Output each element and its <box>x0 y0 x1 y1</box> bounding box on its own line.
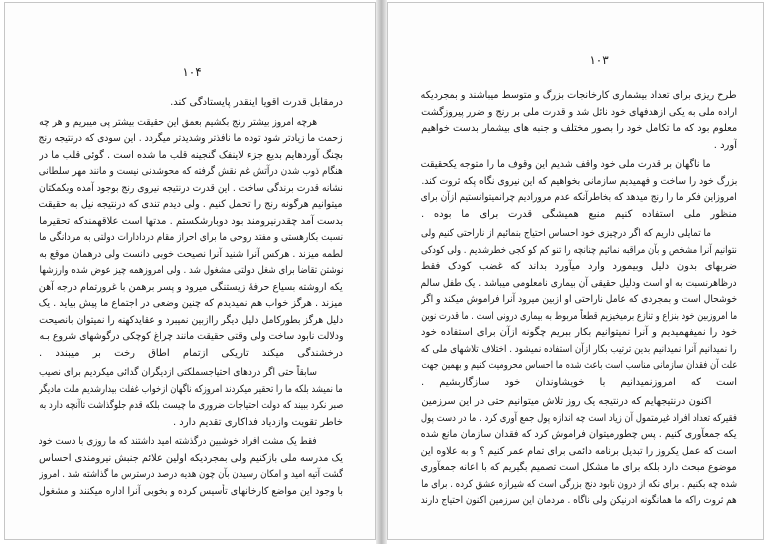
line-text: سابقاً حتی اگر دردهای احتیاجسملکتی ازدیگران گدائی میکردیم برای نصیب <box>39 367 317 378</box>
text-line <box>39 263 343 280</box>
text-line <box>39 365 343 382</box>
line-text: بچنگ آوردهایم بدیع جزء لاینفک گنجینه قلب ما شده است . گوئی قلب ما در <box>39 149 343 161</box>
line-text: را نمیدانیم آنرا نمیدانیم بدین ترتیب بکار ازآن استفاده نمیشود . اختلاف تلاشهای ملی که <box>421 343 737 355</box>
line-text: شده چه بکنیم . برای نکه از درون نابود دنج بزرگی است که شیرازه عشق کرده . برای ما <box>421 478 737 490</box>
line-text: علت آن فقدان سازمانی مناسب است باعث شده ما احساس محرومیت کنیم و بهمین جهت <box>421 360 737 371</box>
line-text: فقیرکه تعداد افراد غیرمتمول آن زیاد است چه اندازه پول جمع آوری کرد . ما در دست پول <box>421 412 737 424</box>
text-line <box>39 230 343 247</box>
text-line <box>39 280 343 297</box>
text-line <box>421 292 737 309</box>
text-line <box>421 259 737 276</box>
text-line <box>421 138 737 155</box>
text-line <box>421 243 737 260</box>
text-line <box>421 325 737 342</box>
line-text: درخشندگی میکند تاریکی ازتمام اطاق رخت بر میبندد . <box>39 347 343 359</box>
text-line <box>421 411 737 428</box>
line-text: نسبت بکارهستی و مفتد روحی ما برای احراز مقام دردادارات دولتی به مردانگی ما <box>39 232 343 243</box>
text-line <box>39 131 343 148</box>
line-text: است که امروزنمیدانیم با خویشاوندان خود سازگاربشیم . <box>421 376 737 388</box>
paragraph <box>421 88 737 154</box>
line-text: ما امروزبین خود بنزاع و تنازع برمیخیزیم قطعاً مربوط به بیماری درونی است . ما قدرت نوین <box>421 310 737 322</box>
text-line <box>39 181 343 198</box>
text-line <box>421 358 737 375</box>
text-line <box>39 415 343 432</box>
text-line <box>421 276 737 293</box>
line-text: ضربهای بدون دلیل وبیمورد وارد میآورد بداند که غضب کودک فقط <box>421 261 737 272</box>
text-line <box>421 105 737 122</box>
line-text: آورد . <box>713 139 737 151</box>
line-text: میزند . هرگز خواب هم نمیدیدم که چنین وضعی در اجتماع ما پیش بیاید . یک <box>39 298 343 309</box>
text-line <box>39 164 343 181</box>
line-text: درمقابل قدرت اقویا اینقدر پایستادگی کند. <box>170 97 343 108</box>
text-line <box>39 484 343 501</box>
book-spine <box>376 0 387 544</box>
line-text: ما ناگهان بر قدرت ملی خود واقف شدیم این وقوف ما را متوجه یکحقیقت <box>421 159 711 170</box>
paragraph <box>421 394 737 510</box>
line-text: موضوع مبحث دارد بلکه برای ما مشکل است تصمیم بگیریم که با اعانه جمعآوری <box>421 462 737 473</box>
text-line <box>421 88 737 105</box>
line-text: خوشحال است و بمجردی که عامل ناراحتی او ازبین میرود آنرا فراموش میکند و اگر <box>421 294 737 305</box>
line-text: منظور ملی استفاده کنیم منبع همیشگی قدرت برای ما بوده . <box>421 208 737 220</box>
line-text: اکنون درنتیجهایم که درنتیجه یک روز تلاش میتوانیم حتی در این سرزمین <box>421 396 711 407</box>
line-text: لطمه میزند . هرکس آنرا شنید آنرا نصیحت خوبی دانست ولی درهمان موقع به <box>39 248 343 260</box>
text-line <box>39 434 343 451</box>
text-line <box>39 313 343 330</box>
text-line <box>421 477 737 494</box>
page-number: ۱۰۳ <box>589 53 609 67</box>
text-line <box>39 214 343 231</box>
text-line <box>39 247 343 264</box>
line-text: معلوم بود که ما تکامل خود را بصور مختلف و جنبه های بیشمار بدست خواهیم <box>421 123 737 134</box>
text-line <box>39 115 343 132</box>
line-text: دلیل هرگز بطورکامل دلیل دیگر راازبین نمیبرد و عقایدکهنه را نمیتوان بانصیحت <box>39 314 343 326</box>
line-text: یکه اروشته بسیاع حرفهٔ زیستنگی میرود و پسر برهمن با غرورتمام درجه آهن <box>39 281 343 293</box>
paragraph <box>39 95 343 112</box>
line-text: ما نمیشد بلکه ما را تحقیر میکردند امروزکه ناگهان ازخواب غفلت بیدارشدیم ملت مادیگر <box>39 383 343 395</box>
line-text: امروزاین فکر ما را رنج میدهد که بخاطرآنکه عدم مرورادیم چرانمیتوانستیم ازآن برای <box>421 192 737 203</box>
paragraph <box>39 115 343 363</box>
left-page <box>4 2 376 540</box>
text-line <box>421 207 737 224</box>
line-text: زحمت ما زیادتر شود توده ما نافذتر وشدیدتر میگردد . این سودی که درنتیجه رنج <box>39 133 343 144</box>
line-text: با وجود این مواضع کارخانهای تأسیس کرده و بخوبی آنرا اداره میکنند و مشغول <box>39 485 343 497</box>
line-text: بزرگ خود را ساخت و فهمیدیم سازمانی بخواهیم که این نیروی نگاه پکه ثروت کند. <box>421 175 737 187</box>
line-text: ودلالت نابود ساخت ولی وقتی حقیقت مانند چراغ کوچکی درگوشهای شروع بـه <box>39 331 343 342</box>
line-text: فقط یک مشت افراد خوشبین درگذشته امید داشتند که ما روزی با دست خود <box>39 436 317 447</box>
paragraph <box>39 365 343 431</box>
text-line <box>39 451 343 468</box>
line-text: طرح ریزی برای تعداد بیشماری کارخانجات بزرگ و متوسط میباشند و بمجردیکه <box>421 90 737 101</box>
text-line <box>421 375 737 392</box>
line-text: خود را نمیفهمیدیم و آنرا نمیتوانیم بکار ببریم چگونه ازآن برای استفاده خود <box>421 327 737 338</box>
line-text: گشت آتیه امید و امکان رسیدن بآن چون هدیه درصد درسترس ما گذاشته شد . امروز <box>39 469 343 480</box>
text-line <box>39 296 343 313</box>
text-line <box>421 226 737 243</box>
paragraph <box>421 226 737 391</box>
text-line <box>421 157 737 174</box>
line-text: هرچه امروز بیشتر رنج بکشیم بعمق این حقیقت بیشتر پی میبریم و هر چه <box>39 116 317 128</box>
line-text: صبر نکرد ببیند که دولت احتیاجات ضروری ما چیست بلکه قدم جلوگذاشت تاآنچه دارد به <box>39 400 343 411</box>
text-line <box>39 382 343 399</box>
text-line <box>421 493 737 510</box>
text-line <box>421 444 737 461</box>
page-number: ۱۰۴ <box>182 65 202 79</box>
text-line <box>421 460 737 477</box>
text-block <box>39 95 343 500</box>
line-text: میتوانیم هرگونه رنج را تحمل کنیم . ولی دیدم تندی که درنتیجه نیل به حقیقت <box>39 199 343 210</box>
text-line <box>421 342 737 359</box>
text-line <box>421 394 737 411</box>
line-text: هنگام ذوب شدن درآتش غم نقش گرفته که محوشدنی نیست و مانند مهر سلطانی <box>39 166 343 177</box>
line-text: بدست آمد چقدرنیرومند بود دوبارشکستم . مدتها است علاقهمندکه تحقیرما <box>39 215 343 227</box>
text-line <box>421 190 737 207</box>
text-line <box>39 148 343 165</box>
line-text: است که عمل یکروز را تبدیل برنامه دائمی برای تمام عمر کنیم ؟ و به علاوه این <box>421 445 737 457</box>
line-text: یک مدرسه ملی بازکنیم ولی بمجردیکه اولین علائم جنبش نیرومندی احساس <box>39 452 343 464</box>
text-line <box>39 95 343 112</box>
text-line <box>39 329 343 346</box>
text-line <box>39 346 343 363</box>
text-block <box>421 88 737 510</box>
text-line <box>421 309 737 326</box>
right-page <box>387 2 764 540</box>
line-text: نشانه قدرت برندگی ساخت . این قدرت درنتیجه نیروی رنج بوجود آمده وبکمکتان <box>39 182 343 194</box>
line-text: درظاهرنسبت به او است ودلیل حقیقی آن بیماری نامعلومی میباشد . یک طفل سالم <box>421 277 737 289</box>
text-line <box>39 398 343 415</box>
line-text: ما تمایلی داریم که اگر درچیزی خود احساس احتیاج بنمائیم از ناراحتی کنیم ولی <box>421 228 711 239</box>
text-line <box>421 174 737 191</box>
line-text: نتوانیم آنرا مشخص و بآن مراقبه نمائیم چنانچه را تنو کم کو کجی خطرشدیم . ولی کودکی <box>421 244 737 256</box>
line-text: اراده ملی به یکی ازهدفهای خود نائل شد و قدرت ملی بر رنج و ضرر پیروزگشت <box>421 106 737 118</box>
text-line <box>39 197 343 214</box>
line-text: هم ثروت راکه ما همانگونه ادرنیکن ولی ناگاه . مردمان این سرزمین اکنون احتیاج دارند <box>421 495 737 506</box>
text-line <box>39 467 343 484</box>
text-line <box>421 427 737 444</box>
line-text: نوشتن تقاضا برای شغل دولتی مشغول شد . ولی امروزهمه چیز عوض شده وارزشها <box>39 265 343 276</box>
paragraph <box>39 434 343 500</box>
paragraph <box>421 157 737 223</box>
line-text: خاطر تقویت وازدیاد فداکاری تقدیم دارد . <box>172 416 343 428</box>
text-line <box>421 121 737 138</box>
line-text: یکه جمعآوری کنیم . پس چطورمیتوان فراموش کرد که فقدان سازمان مانع شده <box>421 429 737 440</box>
